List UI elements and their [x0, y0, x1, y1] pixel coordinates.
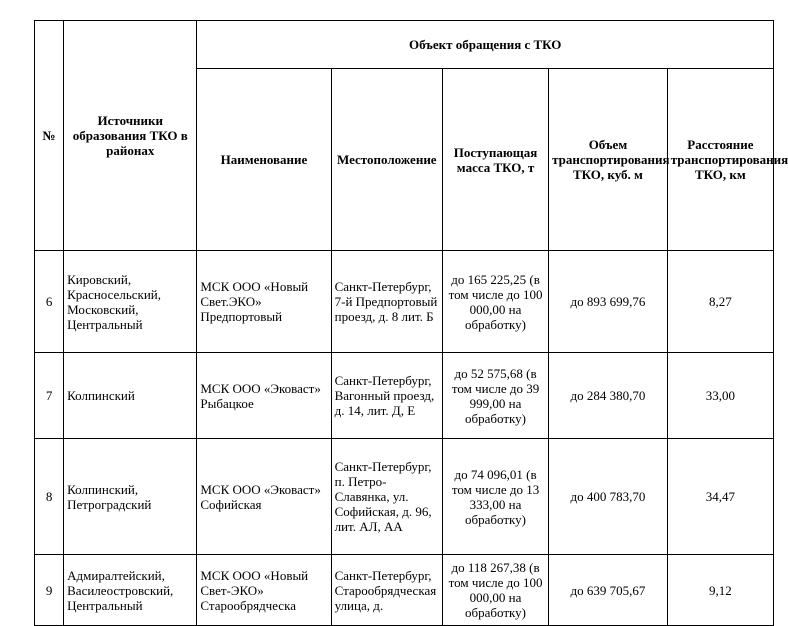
cell-volume: до 893 699,76 [549, 251, 668, 353]
tko-table [34, 20, 788, 626]
cell-distance: 34,47 [667, 439, 773, 555]
cell-num: 9 [35, 555, 64, 626]
cell-sources: Адмиралтейский, Василеостровский, Центральный [64, 555, 197, 626]
table-row [35, 439, 774, 555]
header-name: Наименование [197, 69, 331, 251]
cell-location: Санкт-Петербург, Вагонный проезд, д. 14, лит. Д, Е [331, 353, 442, 439]
header-distance: Расстояние транспортирования ТКО, км [667, 69, 773, 251]
cell-mass: до 165 225,25 (в том числе до 100 000,00 на обработку) [442, 251, 548, 353]
header-object-group: Объект обращения с ТКО [197, 21, 774, 69]
cell-mass: до 74 096,01 (в том числе до 13 333,00 на обработку) [442, 439, 548, 555]
table-row [35, 251, 774, 353]
cell-location: Санкт-Петербург, п. Петро-Славянка, ул. Софийская, д. 96, лит. АЛ, АА [331, 439, 442, 555]
cell-num: 7 [35, 353, 64, 439]
cell-name: МСК ООО «Эковаст» Рыбацкое [197, 353, 331, 439]
cell-num: 6 [35, 251, 64, 353]
cell-distance: 33,00 [667, 353, 773, 439]
header-location: Местоположение [331, 69, 442, 251]
cell-name: МСК ООО «Эковаст» Софийская [197, 439, 331, 555]
cell-volume: до 284 380,70 [549, 353, 668, 439]
cell-mass: до 52 575,68 (в том числе до 39 999,00 на обработку) [442, 353, 548, 439]
cell-distance: 9,12 [667, 555, 773, 626]
table-row [35, 555, 774, 626]
cell-num: 8 [35, 439, 64, 555]
header-mass: Поступающая масса ТКО, т [442, 69, 548, 251]
cell-mass: до 118 267,38 (в том числе до 100 000,00 на обработку) [442, 555, 548, 626]
cell-location: Санкт-Петербург, 7-й Предпортовый проезд, д. 8 лит. Б [331, 251, 442, 353]
header-volume: Объем транспортирования ТКО, куб. м [549, 69, 668, 251]
cell-sources: Колпинский [64, 353, 197, 439]
cell-distance: 8,27 [667, 251, 773, 353]
table-row [35, 353, 774, 439]
cell-volume: до 400 783,70 [549, 439, 668, 555]
cell-sources: Кировский, Красносельский, Московский, Центральный [64, 251, 197, 353]
cell-location: Санкт-Петербург, Старообрядческая улица, д. [331, 555, 442, 626]
cell-sources: Колпинский, Петроградский [64, 439, 197, 555]
cell-name: МСК ООО «Новый Свет.ЭКО» Предпортовый [197, 251, 331, 353]
cell-volume: до 639 705,67 [549, 555, 668, 626]
cell-name: МСК ООО «Новый Свет-ЭКО» Старообрядческа [197, 555, 331, 626]
header-sources: Источники образования ТКО в районах [64, 21, 197, 251]
header-num: № [35, 21, 64, 251]
